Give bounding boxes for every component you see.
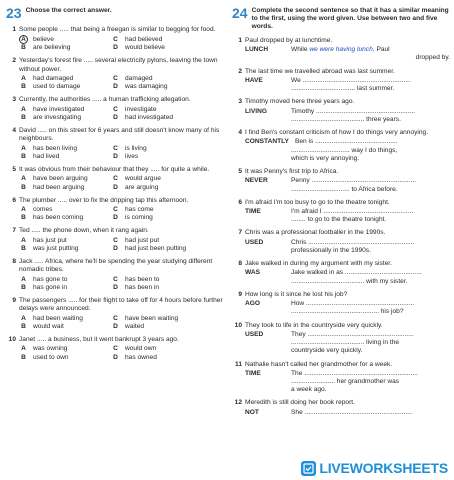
option-letter: A (21, 236, 26, 244)
option-label: had been arguing (33, 183, 85, 191)
answer-blank[interactable]: Penny ......................................................... (291, 177, 416, 185)
answer-option-d[interactable] (111, 184, 224, 192)
option-letter: D (113, 183, 118, 191)
answer-continuation: which is very annoying. (291, 154, 360, 162)
answer-blank[interactable]: Ben is ............................................. (294, 138, 398, 146)
transform-question (232, 260, 450, 286)
option-letter: D (113, 353, 118, 361)
answer-continuation[interactable]: ........ to go to the theatre tonight. (291, 216, 387, 224)
option-letter: C (113, 35, 118, 43)
option-letter: C (113, 74, 118, 82)
question-text: Paul dropped by at lunchtime. (245, 37, 333, 44)
answer-option-a[interactable] (19, 345, 111, 353)
option-label: has been living (33, 144, 77, 152)
answer-option-d[interactable] (111, 284, 224, 292)
mcq-question (6, 197, 224, 223)
mcq-question (6, 57, 224, 91)
question-number: 4 (238, 129, 242, 137)
question-number: 5 (238, 168, 242, 176)
mcq-question (6, 297, 224, 331)
transform-question (232, 98, 450, 124)
question-number: 9 (12, 297, 16, 305)
liveworksheets-brand[interactable] (301, 460, 448, 478)
transform-question (232, 322, 450, 356)
exercise-23 (6, 6, 224, 367)
question-number: 4 (12, 127, 16, 135)
answer-option-c[interactable] (111, 35, 224, 44)
option-label: has just put (33, 236, 67, 244)
answer-option-c[interactable] (111, 106, 224, 114)
option-letter: D (113, 244, 118, 252)
question-number: 6 (12, 196, 16, 204)
option-letter: B (21, 83, 26, 91)
mcq-question (6, 96, 224, 122)
question-text: Meredith is still doing her book report. (245, 399, 355, 407)
option-letter: D (113, 283, 118, 291)
option-label: have been waiting (125, 314, 179, 322)
option-label: has come (125, 205, 154, 213)
answer-option-c[interactable] (111, 175, 224, 183)
transform-question (232, 399, 450, 416)
answer-option-b[interactable] (19, 284, 111, 292)
question-text: It was obvious from their behaviour that they ..... for quite a while. (19, 166, 210, 174)
answer-option-d[interactable] (111, 83, 224, 91)
answer-option-d[interactable] (111, 354, 224, 362)
key-word: USED (245, 238, 264, 246)
question-text: Nathalie hasn't called her grandmother for a week. (245, 360, 393, 368)
question-text: Janet ..... a business, but it went bankrupt 3 years ago. (19, 336, 179, 344)
answer-option-b[interactable] (19, 44, 111, 52)
key-word: HAVE (245, 76, 263, 84)
option-letter: B (21, 322, 26, 330)
question-number: 2 (238, 67, 242, 75)
option-label: had lived (33, 152, 60, 160)
answer-continuation: dropped by. (415, 54, 450, 62)
option-label: have investigated (33, 105, 85, 113)
transform-question (232, 291, 450, 317)
question-text: Some people ..... that being a freegan is similar to begging for food. (19, 26, 216, 33)
key-word: CONSTANTLY (245, 138, 289, 146)
answer-blank[interactable]: Chris .......................................................... (291, 238, 415, 246)
option-letter: D (113, 113, 118, 121)
answer-continuation[interactable]: ........................................ living in the (291, 339, 400, 347)
question-text: Yesterday's forest fire ..... several electricity pylons, leaving the town without power. (19, 57, 218, 73)
option-letter: A (21, 105, 26, 113)
answer-option-c[interactable] (111, 75, 224, 83)
option-letter: C (113, 236, 118, 244)
answer-continuation: a week ago. (291, 386, 327, 394)
option-letter: D (113, 152, 118, 160)
answer-option-b[interactable] (19, 83, 111, 91)
answer-option-a[interactable] (19, 237, 111, 245)
question-number: 12 (234, 399, 242, 407)
option-letter: D (113, 214, 118, 222)
option-letter: B (21, 183, 26, 191)
answer-option-d[interactable] (111, 245, 224, 253)
answer-continuation[interactable]: ........................................ with my sister. (291, 277, 408, 285)
option-label: are investigating (33, 113, 82, 121)
option-label: would believe (125, 44, 165, 52)
option-label: has been in (125, 283, 160, 291)
option-letter: A (21, 314, 26, 322)
question-number: 8 (238, 260, 242, 268)
option-label: was just putting (33, 244, 79, 252)
option-label: has gone to (33, 275, 68, 283)
answer-blank[interactable]: They .......................................................... (291, 330, 414, 338)
answer-option-c[interactable] (111, 145, 224, 153)
option-letter: C (113, 345, 118, 353)
option-label: lives (125, 152, 139, 160)
option-label: comes (33, 205, 53, 213)
question-text: Timothy moved here three years ago. (245, 98, 355, 106)
question-text: Currently, the authorities ..... a human trafficking allegation. (19, 96, 191, 104)
transform-question (232, 229, 450, 255)
answer-suffix: Paul (376, 46, 390, 54)
answer-continuation[interactable]: ........................ her grandmother was (291, 377, 400, 385)
transform-question (232, 168, 450, 194)
option-letter: C (113, 175, 118, 183)
answer-option-d[interactable] (111, 153, 224, 161)
option-letter: A (21, 205, 26, 213)
question-text: The passengers ..... for their flight to take off for 4 hours before further delays were announced. (19, 297, 223, 313)
question-number: 9 (238, 290, 242, 298)
option-letter: B (21, 113, 26, 121)
answer-option-c[interactable] (111, 237, 224, 245)
option-label: had been waiting (33, 314, 83, 322)
answer-text[interactable]: we were having lunch, (309, 46, 375, 54)
option-label: had investigated (125, 113, 174, 121)
key-word: TIME (245, 207, 261, 215)
answer-blank[interactable]: We ........................................................... (291, 76, 411, 84)
option-label: would own (125, 345, 157, 353)
mcq-question (6, 26, 224, 52)
key-word: WAS (245, 269, 261, 277)
mcq-question (6, 258, 224, 292)
option-letter: A (21, 345, 26, 353)
answer-option-a[interactable] (19, 75, 111, 83)
option-label: has been coming (33, 214, 84, 222)
option-letter: C (113, 314, 118, 322)
question-text: The last time we travelled abroad was last summer. (245, 67, 395, 75)
option-label: waited (125, 322, 145, 330)
option-label: would wait (33, 322, 64, 330)
option-label: used to damage (33, 83, 81, 91)
answer-line[interactable] (291, 46, 390, 54)
answer-option-c[interactable] (111, 315, 224, 323)
question-number: 11 (235, 360, 242, 368)
option-letter: C (113, 275, 118, 283)
option-letter: A (21, 275, 26, 283)
answer-continuation[interactable]: ................................................ his job? (291, 308, 404, 316)
answer-option-c[interactable] (111, 345, 224, 353)
exercise-number: 24 (232, 5, 248, 21)
question-text: Jake walked in during my argument with my sister. (245, 260, 392, 268)
option-letter: B (21, 244, 26, 252)
option-letter: D (113, 83, 118, 91)
option-letter: C (113, 144, 118, 152)
option-label: is living (125, 144, 147, 152)
answer-option-b[interactable] (19, 184, 111, 192)
answer-blank[interactable]: How ........................................................... (291, 300, 415, 308)
question-text: Jack ..... Africa, where he'll be spending the year studying different nomadic tribes. (19, 258, 213, 274)
option-letter: B (21, 152, 26, 160)
liveworksheets-logo-icon (301, 461, 316, 476)
question-number: 3 (238, 98, 242, 106)
option-label: are arguing (125, 183, 159, 191)
answer-continuation[interactable]: ........................................ three years. (291, 115, 401, 123)
answer-continuation: countryside very quickly. (291, 347, 363, 355)
answer-option-b[interactable] (19, 214, 111, 222)
answer-option-a[interactable] (19, 106, 111, 114)
answer-option-b[interactable] (19, 245, 111, 253)
answer-blank[interactable]: Timothy ...................................................... (291, 107, 415, 115)
answer-option-b[interactable] (19, 323, 111, 331)
transform-question (232, 37, 450, 63)
answer-continuation[interactable]: ................................... last summer. (291, 85, 395, 93)
question-number: 1 (12, 26, 16, 33)
question-text: I'm afraid I'm too busy to go to the theatre tonight. (245, 198, 390, 206)
option-label: has owned (125, 353, 157, 361)
answer-blank[interactable]: I'm afraid I ................................................. (291, 207, 414, 215)
option-label: damaged (125, 74, 153, 82)
question-text: It was Penny's first trip to Africa. (245, 168, 339, 176)
answer-option-a[interactable] (19, 276, 111, 284)
key-word: AGO (245, 300, 261, 308)
option-letter: D (113, 322, 118, 330)
answer-continuation[interactable]: ................................ to Africa before. (291, 185, 398, 193)
option-label: had just put (125, 236, 160, 244)
option-label: are believing (33, 44, 71, 52)
option-label: had just been putting (125, 244, 187, 252)
mcq-question (6, 336, 224, 362)
question-text: I find Ben's constant criticism of how I do things very annoying. (245, 129, 429, 137)
answer-option-a[interactable] (19, 35, 111, 44)
option-letter: B (21, 44, 26, 52)
transform-question (232, 199, 450, 225)
question-number: 8 (12, 258, 16, 266)
mcq-question (6, 227, 224, 253)
answer-option-a[interactable] (19, 206, 111, 214)
question-number: 7 (238, 229, 242, 237)
option-letter: B (21, 353, 26, 361)
answer-option-a[interactable] (19, 315, 111, 323)
question-text: Chris was a professional footballer in the 1990s. (245, 229, 386, 237)
exercise-number: 23 (6, 5, 22, 21)
option-letter: B (21, 214, 26, 222)
answer-option-c[interactable] (111, 276, 224, 284)
question-text: Ted ..... the phone down, when it rang again. (19, 227, 149, 235)
answer-blank[interactable]: Jake walked in as .......................................... (291, 269, 422, 277)
option-letter: A (21, 74, 26, 82)
key-word: TIME (245, 369, 261, 377)
option-label: believe (33, 35, 54, 43)
option-letter: C (113, 205, 118, 213)
option-label: has been to (125, 275, 160, 283)
transform-question (232, 129, 450, 163)
question-text: The plumber ..... over to fix the dripping tap this afternoon. (19, 196, 189, 204)
exercise-instruction: Complete the second sentence so that it has a similar meaning to the first, using the word given. Use between two and five words. (251, 7, 449, 30)
exercise-23-header (6, 6, 224, 20)
question-text: They took to life in the countryside very quickly. (245, 321, 383, 329)
option-label: have been arguing (33, 175, 88, 183)
transform-question (232, 361, 450, 395)
key-word: NOT (245, 408, 259, 416)
question-number: 10 (234, 321, 242, 329)
key-word: USED (245, 330, 264, 338)
option-letter: A (19, 35, 28, 44)
mcq-question (6, 166, 224, 192)
question-text: David ..... on this street for 6 years and still doesn't know many of his neighbours. (19, 127, 220, 143)
mcq-question (6, 127, 224, 161)
option-letter: A (21, 144, 26, 152)
answer-option-d[interactable] (111, 323, 224, 331)
key-word: LUNCH (245, 46, 269, 54)
question-number: 6 (238, 198, 242, 206)
option-letter: A (21, 175, 26, 183)
option-label: had believed (125, 35, 163, 43)
option-label: had damaged (33, 74, 74, 82)
option-label: was owning (33, 345, 68, 353)
answer-option-a[interactable] (19, 175, 111, 183)
exercise-24-header (232, 6, 450, 31)
option-label: would argue (125, 175, 161, 183)
answer-prefix: While (291, 46, 308, 54)
question-number: 1 (238, 37, 242, 44)
question-number: 10 (8, 336, 16, 344)
answer-option-b[interactable] (19, 354, 111, 362)
key-word: NEVER (245, 177, 268, 185)
question-text: How long is it since he lost his job? (245, 290, 348, 298)
answer-option-b[interactable] (19, 153, 111, 161)
option-label: used to own (33, 353, 69, 361)
option-letter: C (113, 105, 118, 113)
option-letter: D (113, 44, 118, 52)
answer-continuation: professionally in the 1990s. (291, 246, 371, 254)
question-number: 7 (12, 227, 16, 235)
question-number: 3 (12, 96, 16, 104)
answer-option-d[interactable] (111, 214, 224, 222)
brand-name: LIVEWORKSHEETS (319, 459, 448, 476)
answer-blank[interactable]: The .............................................................. (291, 369, 418, 377)
transform-question (232, 68, 450, 94)
answer-option-a[interactable] (19, 145, 111, 153)
option-label: investigate (125, 105, 157, 113)
answer-option-d[interactable] (111, 44, 224, 52)
option-letter: B (21, 283, 26, 291)
option-label: is coming (125, 214, 153, 222)
question-number: 5 (12, 166, 16, 174)
answer-option-c[interactable] (111, 206, 224, 214)
exercise-instruction: Choose the correct answer. (25, 7, 112, 14)
answer-option-d[interactable] (111, 114, 224, 122)
answer-option-b[interactable] (19, 114, 111, 122)
key-word: LIVING (245, 107, 267, 115)
question-number: 2 (12, 57, 16, 65)
option-label: has gone in (33, 283, 68, 291)
answer-blank[interactable]: She ........................................................... (291, 408, 413, 416)
question-list (6, 26, 224, 362)
answer-continuation[interactable]: ................................ way I do things, (291, 146, 398, 154)
exercise-24 (232, 6, 450, 422)
option-label: was damaging (125, 83, 168, 91)
